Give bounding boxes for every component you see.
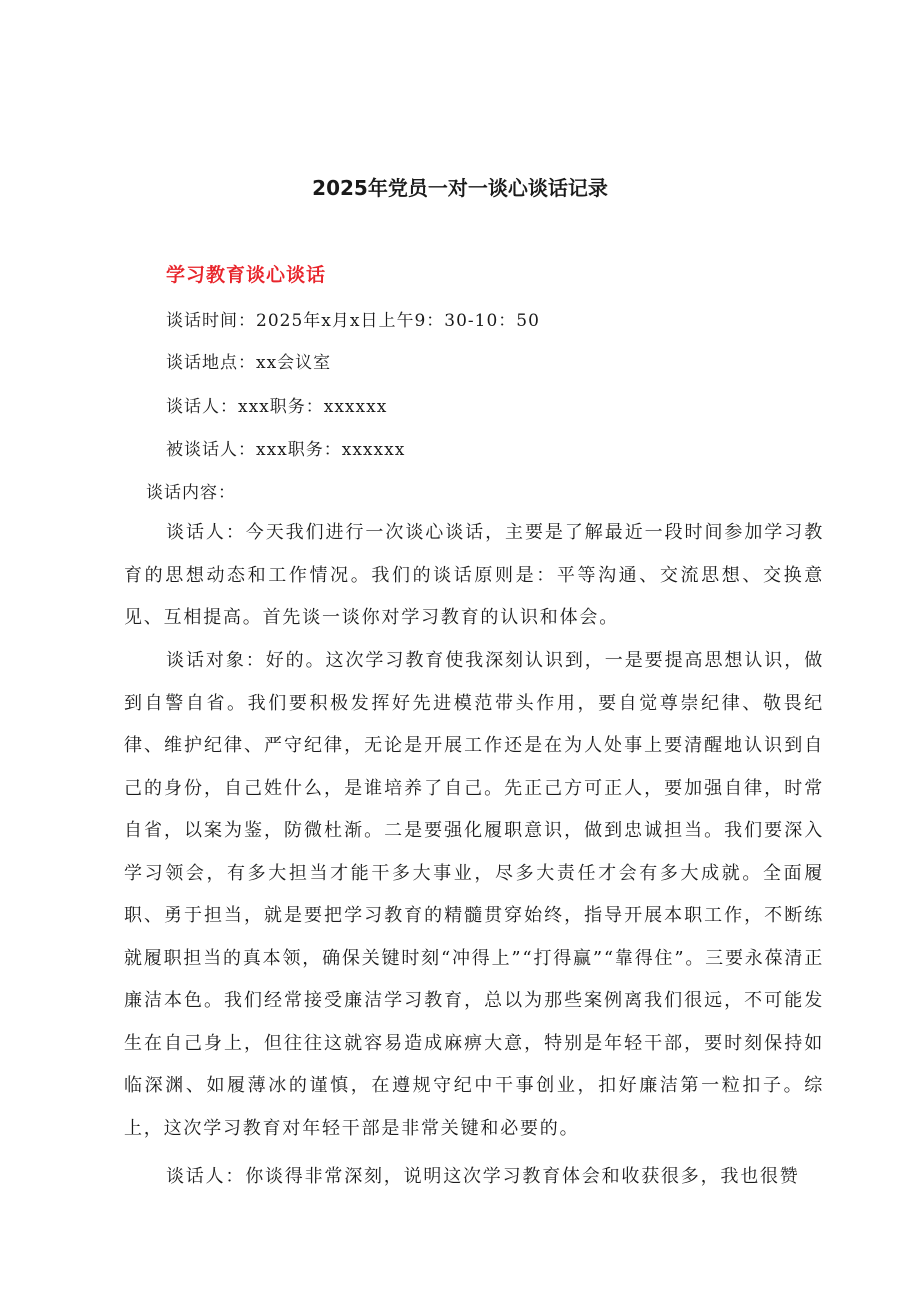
document-title: 2025年党员一对一谈心谈话记录 xyxy=(312,176,608,200)
paragraph: 谈话人：你谈得非常深刻，说明这次学习教育体会和收获很多，我也很赞 xyxy=(166,1166,800,1187)
section-heading: 学习教育谈心谈话 xyxy=(166,264,327,286)
meta-speaker: 谈话人：xxx职务：xxxxxx xyxy=(166,397,388,417)
meta-interviewee: 被谈话人：xxx职务：xxxxxx xyxy=(166,440,406,460)
paragraph: 谈话对象：好的。这次学习教育使我深刻认识到，一是要提高思想认识，做到自警自省。我们要积极发挥好先进模范带头作用，要自觉尊崇纪律、敬畏纪律、维护纪律、严守纪律，无论是开展工作还是在为人处事上要清醒地认识到自己的身份，自己姓什么，是谁培养了自己。先正己方可正人，要加强自律，时常自省，以案为鉴，防微杜渐。二是要强化履职意识，做到忠诚担当。我们要深入学习领会，有多大担当才能干多大事业，尽多大责任才会有多大成就。全面履职、勇于担当，就是要把学习教育的精髓贯穿始终，指导开展本职工作，不断练就履职担当的真本领，确保关键时刻“冲得上”“打得赢”“靠得住”。三要永葆清正廉洁本色。我们经常接受廉洁学习教育，总以为那些案例离我们很远，不可能发生在自己身上，但往往这就容易造成麻痹大意，特别是年轻干部，要时刻保持如临深渊、如履薄冰的谨慎，在遵规守纪中干事创业，扣好廉洁第一粒扣子。综上，这次学习教育对年轻干部是非常关键和必要的。 xyxy=(124,650,824,1139)
meta-time: 谈话时间：2025年x月x日上午9：30-10：50 xyxy=(166,311,540,331)
meta-place: 谈话地点：xx会议室 xyxy=(166,353,332,373)
paragraph: 谈话人：今天我们进行一次谈心谈话，主要是了解最近一段时间参加学习教育的思想动态和工作情况。我们的谈话原则是：平等沟通、交流思想、交换意见、互相提高。首先谈一谈你对学习教育的认识和体会。 xyxy=(124,522,824,628)
content-label: 谈话内容： xyxy=(146,483,236,503)
